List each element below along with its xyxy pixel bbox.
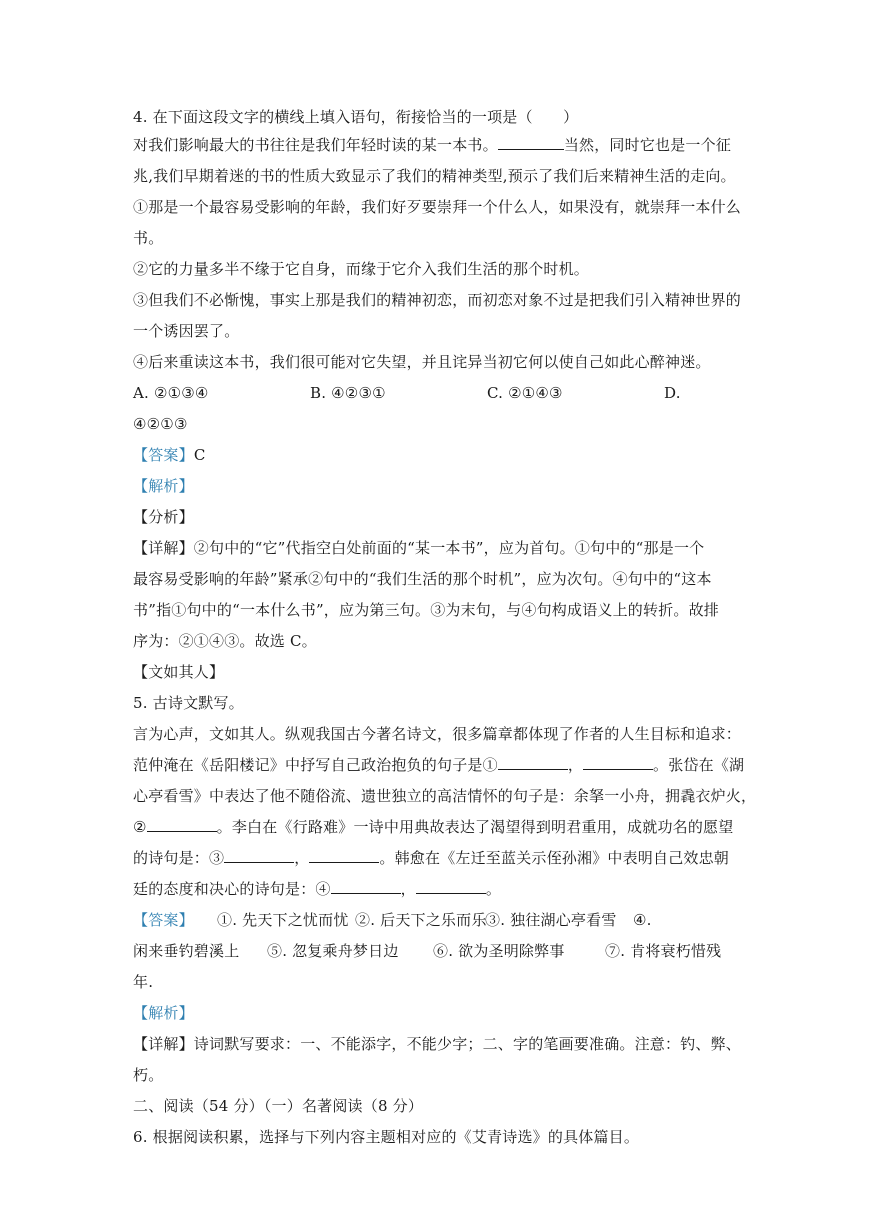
q5-line-2-text-c: 。张岱在《湖 xyxy=(653,756,745,774)
q5-line-4 xyxy=(133,812,743,843)
q4-sentence-2: ②它的力量多半不缘于它自身，而缘于它介入我们生活的那个时机。 xyxy=(133,260,590,278)
q5-line-4-text-a: ② xyxy=(133,818,147,836)
q4-tail-tag: 【文如其人】 xyxy=(133,663,225,681)
q5-blank-3a xyxy=(224,848,294,863)
q5-blank-3b xyxy=(309,848,379,863)
q5-analysis-tag: 【解析】 xyxy=(133,1004,194,1022)
q5-answer-7: ⑦. 肯将衰朽惜残 xyxy=(605,942,722,960)
q5-line-6-text-a: 廷的态度和决心的诗句是：④ xyxy=(133,880,331,898)
q5-answer-1: ①. 先天下之忧而忧 xyxy=(217,911,349,929)
q5-line-5 xyxy=(133,843,743,874)
q5-stem: 5. 古诗文默写。 xyxy=(133,694,244,712)
q5-line-4-text-b: 。李白在《行路难》一诗中用典故表达了渴望得到明君重用，成就功名的愿望 xyxy=(216,818,734,836)
q4-answer-value: C xyxy=(193,446,206,464)
q4-option-c: C. ②①④③ xyxy=(487,384,563,402)
q4-answer-tag: 【答案】 xyxy=(133,446,194,464)
q4-passage-line-1 xyxy=(133,130,743,161)
q5-line-5-text-a: 的诗句是：③ xyxy=(133,849,225,867)
q5-line-5-text-c: 。韩愈在《左迁至蓝关示侄孙湘》中表明自己效忠朝 xyxy=(379,849,730,867)
q5-answer-line-2 xyxy=(133,936,743,967)
q5-line-3: 心亭看雪》中表达了他不随俗流、遗世独立的高洁情怀的句子是：余拏一小舟，拥毳衣炉火， xyxy=(133,787,757,805)
q4-blank xyxy=(498,135,564,150)
q6-stem: 6. 根据阅读积累，选择与下列内容主题相对应的《艾青诗选》的具体篇目。 xyxy=(133,1128,640,1146)
q4-detail-3: 书”指①句中的“一本什么书”，应为第三句。③为末句，与④句构成语义上的转折。故排 xyxy=(133,601,720,619)
q4-option-d-label: D. xyxy=(664,384,681,402)
q5-blank-2 xyxy=(147,817,217,832)
q5-answer-tag: 【答案】 xyxy=(133,911,194,929)
q4-answer xyxy=(133,440,743,471)
q5-answer-4: 闲来垂钓碧溪上 xyxy=(133,942,240,960)
q5-blank-1b xyxy=(583,755,653,770)
q4-detail-1: 【详解】②句中的“它”代指空白处前面的“某一本书”，应为首句。①句中的“那是一个 xyxy=(133,539,705,557)
q4-option-a: A. ②①③④ xyxy=(133,384,209,402)
q4-sentence-1a: ①那是一个最容易受影响的年龄，我们好歹要崇拜一个什么人，如果没有，就崇拜一本什么 xyxy=(133,198,742,216)
q5-answer-line-1 xyxy=(133,905,743,936)
q5-blank-1a xyxy=(498,755,568,770)
q5-line-6 xyxy=(133,874,743,905)
q4-passage-text-b: 当然，同时它也是一个征 xyxy=(563,136,732,154)
q5-line-6-end: 。 xyxy=(485,880,502,898)
q5-answer-6: ⑥. 欲为圣明除弊事 xyxy=(433,942,565,960)
q5-line-2-text-a: 范仲淹在《岳阳楼记》中抒写自己政治抱负的句子是① xyxy=(133,756,498,774)
q4-sentence-3b: 一个诱因罢了。 xyxy=(133,322,240,340)
q5-blank-4b xyxy=(416,879,486,894)
q5-answer-3: ③. 独往湖心亭看雪 xyxy=(485,911,617,929)
q4-passage-line-2: 兆,我们早期着迷的书的性质大致显示了我们的精神类型,预示了我们后来精神生活的走向。 xyxy=(133,167,736,185)
q5-line-2 xyxy=(133,750,743,781)
document-body xyxy=(133,104,757,1153)
q4-detail-2: 最容易受影响的年龄”紧承②句中的“我们生活的那个时机”，应为次句。④句中的“这本 xyxy=(133,570,712,588)
q5-detail-2: 朽。 xyxy=(133,1066,164,1084)
q5-detail-1: 【详解】诗词默写要求：一、不能添字，不能少字；二、字的笔画要准确。注意：钓、弊、 xyxy=(133,1035,742,1053)
q5-blank-4a xyxy=(331,879,401,894)
q4-option-b: B. ④②③① xyxy=(310,384,386,402)
q5-answer-4-label: ④. xyxy=(633,911,652,929)
q4-option-d-value: ④②①③ xyxy=(133,415,188,433)
q5-answer-2: ②. 后天下之乐而乐 xyxy=(355,911,487,929)
q5-line-5-comma: ， xyxy=(294,849,310,867)
q4-passage-text-a: 对我们影响最大的书往往是我们年轻时读的某一本书。 xyxy=(133,136,498,154)
section-2-heading: 二、阅读（54 分）（一）名著阅读（8 分） xyxy=(133,1097,424,1115)
q5-line-2-comma: ， xyxy=(567,756,584,774)
q4-stem: 4. 在下面这段文字的横线上填入语句，衔接恰当的一项是（ ） xyxy=(133,108,579,126)
q4-sentence-3a: ③但我们不必惭愧，事实上那是我们的精神初恋，而初恋对象不过是把我们引入精神世界的 xyxy=(133,291,742,309)
q4-analysis-tag: 【解析】 xyxy=(133,477,194,495)
q5-answer-5: ⑤. 忽复乘舟梦日边 xyxy=(267,942,399,960)
q4-fenxi: 【分析】 xyxy=(133,508,194,526)
q5-line-6-comma: ， xyxy=(400,880,416,898)
q4-detail-4: 序为：②①④③。故选 C。 xyxy=(133,632,317,650)
q4-options xyxy=(133,378,743,409)
q4-sentence-1b: 书。 xyxy=(133,229,164,247)
q4-sentence-4: ④后来重读这本书，我们很可能对它失望，并且诧异当初它何以使自己如此心醉神迷。 xyxy=(133,353,711,371)
q5-line-1: 言为心声，文如其人。纵观我国古今著名诗文，很多篇章都体现了作者的人生目标和追求： xyxy=(133,725,742,743)
q5-answer-line-3: 年. xyxy=(133,973,154,991)
